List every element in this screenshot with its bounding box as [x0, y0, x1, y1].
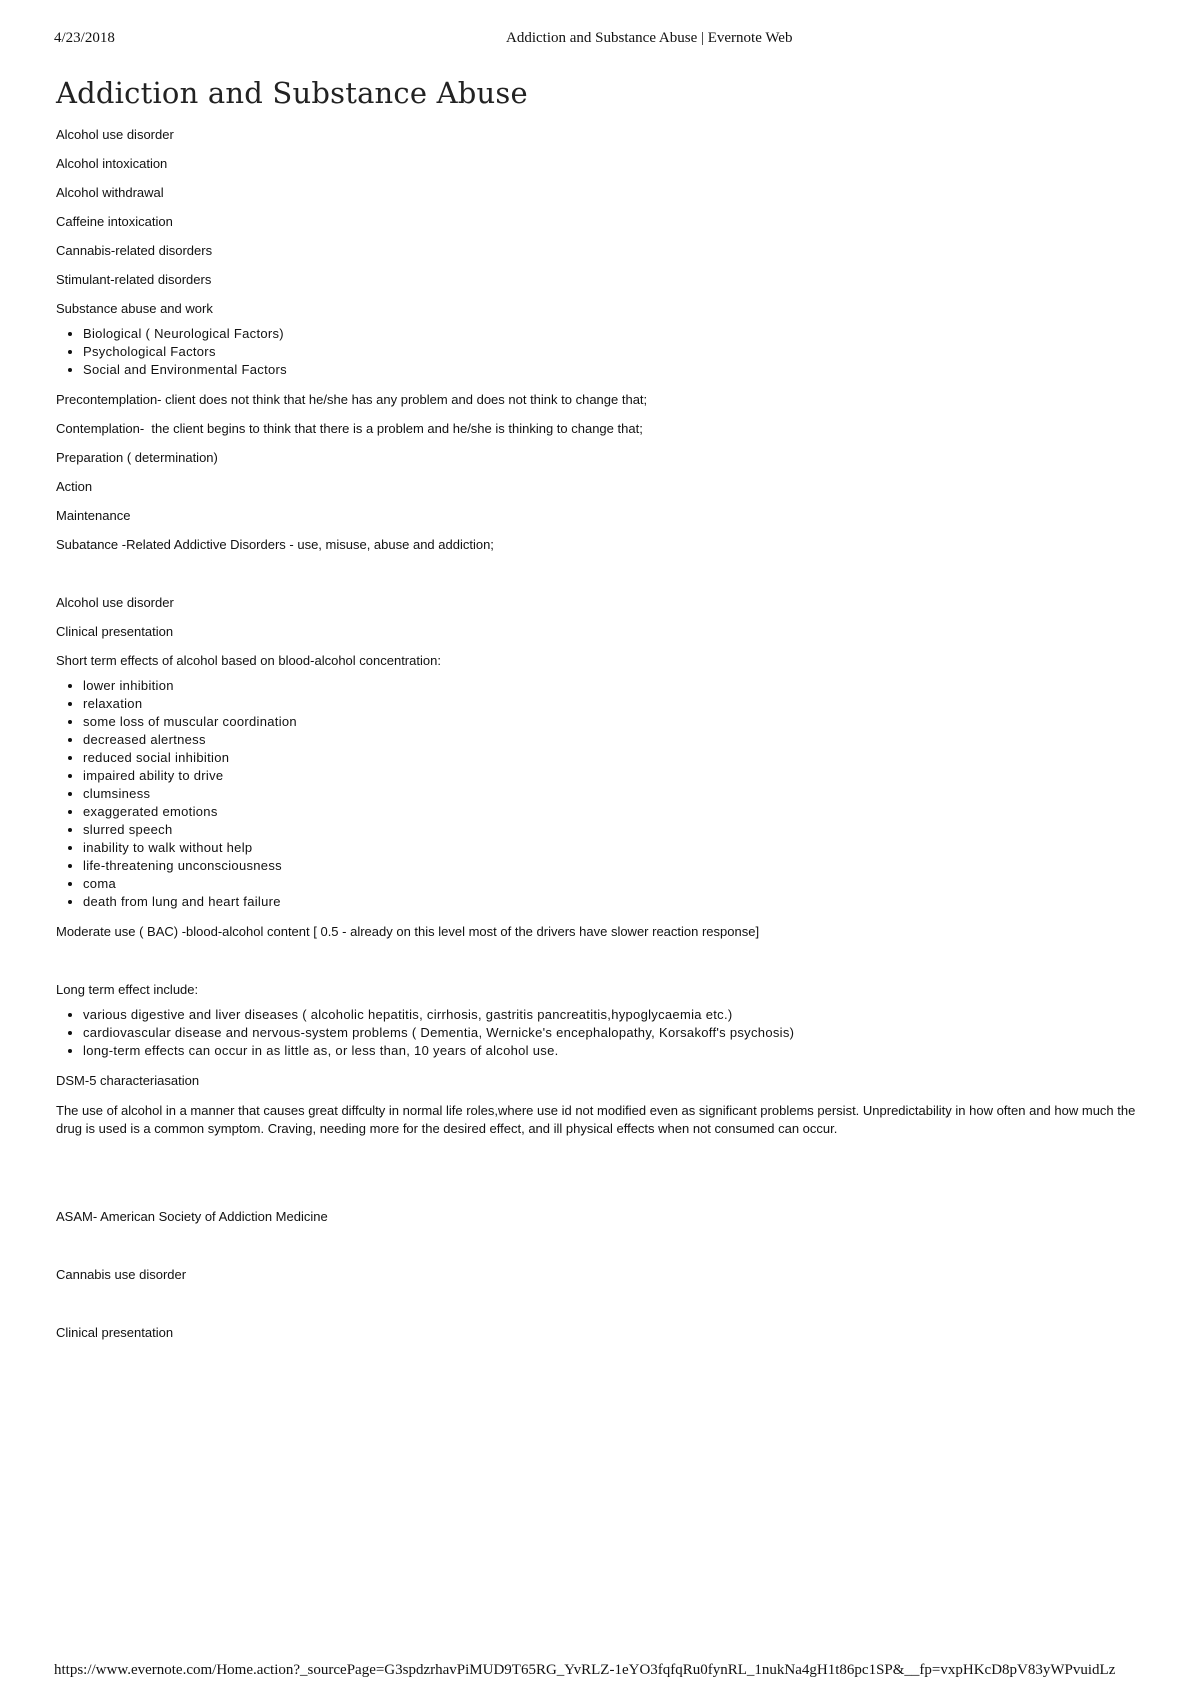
list-item: • slurred speech	[83, 821, 1160, 839]
note-title: Addiction and Substance Abuse	[56, 76, 528, 110]
list-item: • life-threatening unconsciousness	[83, 857, 1160, 875]
stage-line: Action	[56, 479, 93, 494]
stage-line: Precontemplation- client does not think that he/she has any problem and does not think to change that;	[56, 392, 648, 407]
factors-list	[56, 325, 1160, 379]
list-item: • Biological ( Neurological Factors)	[83, 325, 1160, 343]
cannabis-clinical-heading: Clinical presentation	[56, 1325, 174, 1340]
list-item: • long-term effects can occur in as little as, or less than, 10 years of alcohol use.	[83, 1042, 1160, 1060]
list-item: • inability to walk without help	[83, 839, 1160, 857]
intro-line: Alcohol intoxication	[56, 156, 168, 171]
list-item: • Social and Environmental Factors	[83, 361, 1160, 379]
dsm-heading: DSM-5 characteriasation	[56, 1073, 200, 1088]
long-term-heading: Long term effect include:	[56, 982, 199, 997]
stage-line: Contemplation- the client begins to think that there is a problem and he/she is thinking to change that;	[56, 421, 643, 436]
alcohol-section	[56, 595, 1160, 669]
intro-list	[56, 127, 1160, 317]
print-footer-url: https://www.evernote.com/Home.action?_sourcePage=G3spdzrhavPiMUD9T65RG_YvRLZ-1eYO3fqfqRu0fynRL_1nukNa4gH1t86pc1SP&__fp=vxpHKcD8pV83yWPvuidLz	[54, 1662, 1116, 1678]
print-header	[54, 30, 1160, 50]
list-item: • various digestive and liver diseases ( alcoholic hepatitis, cirrhosis, gastritis pancreatitis,hypoglycaemia etc.)	[83, 1006, 1160, 1024]
intro-line: Caffeine intoxication	[56, 214, 173, 229]
list-item: • reduced social inhibition	[83, 749, 1160, 767]
intro-line: Cannabis-related disorders	[56, 243, 213, 258]
list-item: • impaired ability to drive	[83, 767, 1160, 785]
list-item: • some loss of muscular coordination	[83, 713, 1160, 731]
list-item: • coma	[83, 875, 1160, 893]
list-item: • decreased alertness	[83, 731, 1160, 749]
blank-line	[56, 953, 1160, 982]
subsection-heading: Clinical presentation	[56, 624, 174, 639]
stage-line: Preparation ( determination)	[56, 450, 218, 465]
cannabis-heading: Cannabis use disorder	[56, 1267, 187, 1282]
list-item: • lower inhibition	[83, 677, 1160, 695]
list-item: • clumsiness	[83, 785, 1160, 803]
stages-list	[56, 392, 1160, 553]
dsm-paragraph: The use of alcohol in a manner that causes great diffculty in normal life roles,where use id not modified even as significant problems persist. Unpredictability in how often and how much the drug is used is a common symptom. Craving, needing more for the desired effect, and ill physical effects when not consumed can occur.	[56, 1103, 1139, 1136]
intro-line: Alcohol use disorder	[56, 127, 174, 142]
print-page-title: Addiction and Substance Abuse | Evernote Web	[506, 30, 793, 46]
blank-line	[56, 1238, 1160, 1267]
stage-line: Subatance -Related Addictive Disorders - use, misuse, abuse and addiction;	[56, 537, 494, 552]
moderate-use-line: Moderate use ( BAC) -blood-alcohol content [ 0.5 - already on this level most of the drivers have slower reaction response]	[56, 924, 760, 939]
blank-line	[56, 1151, 1160, 1209]
list-item: • Psychological Factors	[83, 343, 1160, 361]
long-term-effects-list	[56, 1006, 1160, 1060]
blank-line	[56, 566, 1160, 595]
section-heading: Alcohol use disorder	[56, 595, 174, 610]
print-date: 4/23/2018	[54, 30, 115, 46]
intro-line: Substance abuse and work	[56, 301, 213, 316]
blank-line	[56, 1296, 1160, 1325]
intro-line: Stimulant-related disorders	[56, 272, 212, 287]
note-content	[56, 76, 1160, 1354]
intro-line: Alcohol withdrawal	[56, 185, 164, 200]
stage-line: Maintenance	[56, 508, 131, 523]
short-term-effects-list	[56, 677, 1160, 911]
list-item: • exaggerated emotions	[83, 803, 1160, 821]
list-item: • death from lung and heart failure	[83, 893, 1160, 911]
section-line: Short term effects of alcohol based on blood-alcohol concentration:	[56, 653, 441, 668]
list-item: • cardiovascular disease and nervous-system problems ( Dementia, Wernicke's encephalopathy, Korsakoff's psychosis)	[83, 1024, 1160, 1042]
list-item: • relaxation	[83, 695, 1160, 713]
asam-line: ASAM- American Society of Addiction Medicine	[56, 1209, 328, 1224]
